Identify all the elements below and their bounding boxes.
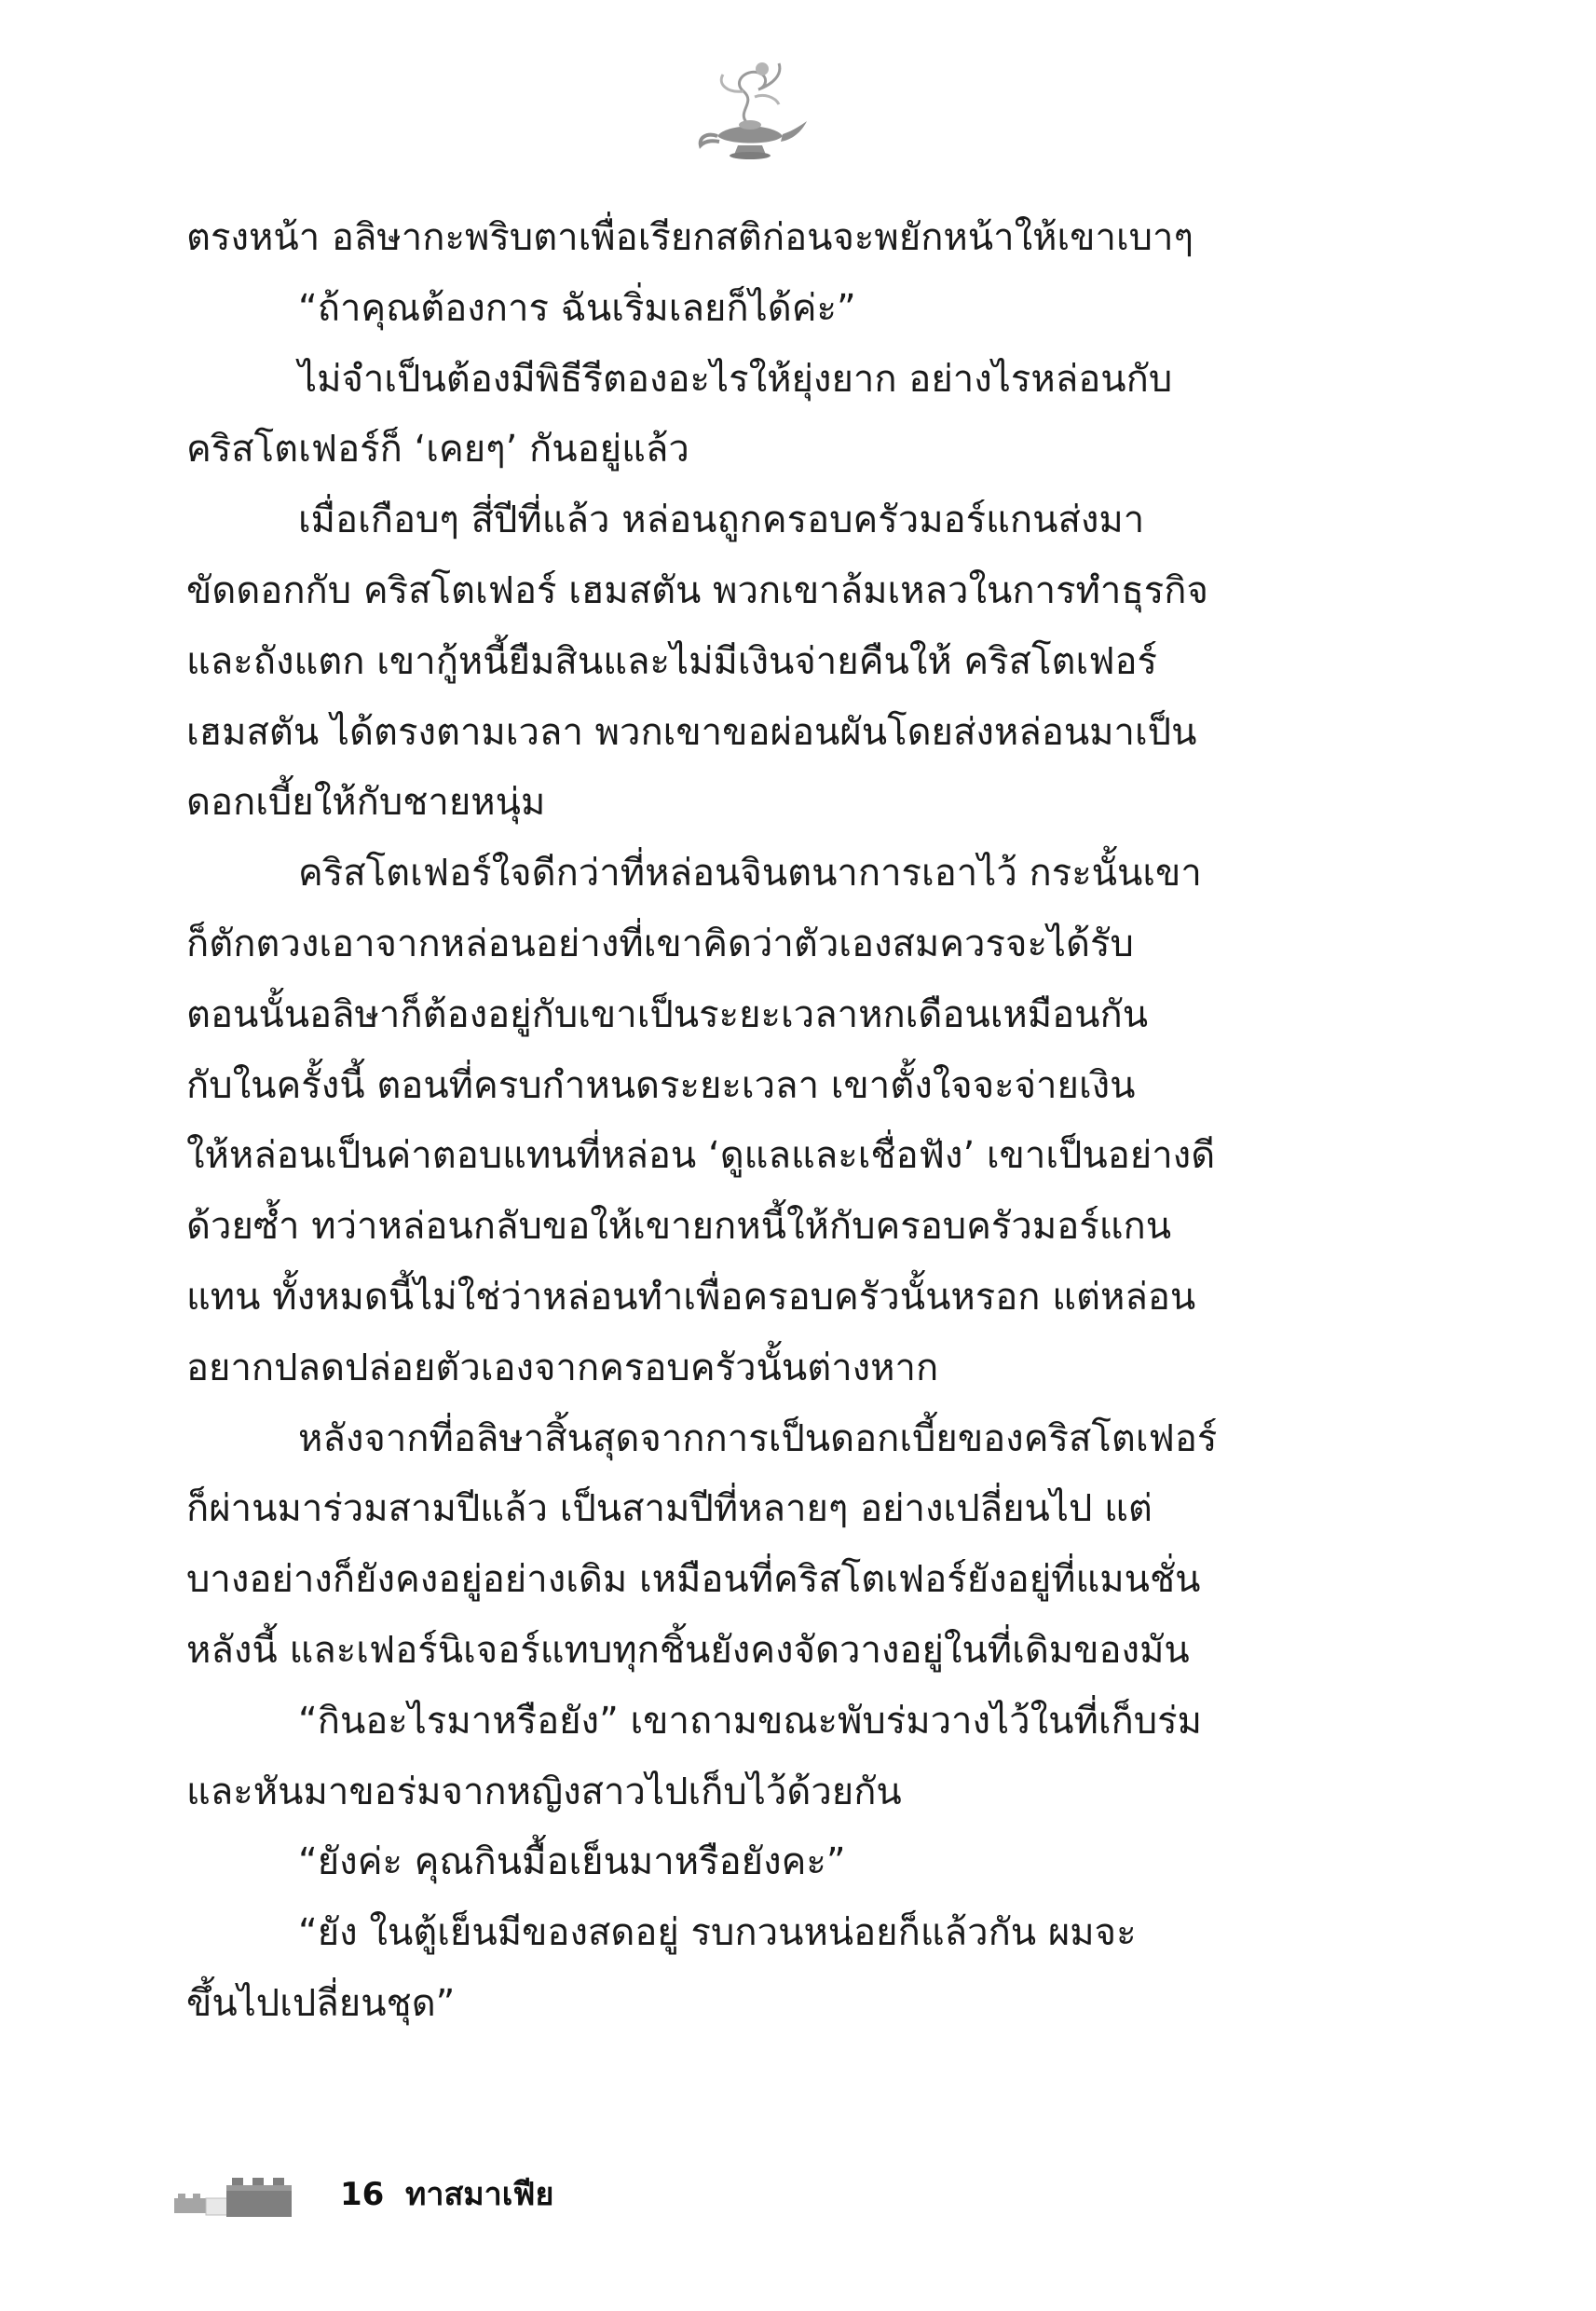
- book-title: ทาสมาเฟีย: [405, 2176, 554, 2213]
- genie-lamp-icon: [689, 56, 811, 168]
- text-line: กับในครั้งนี้ ตอนที่ครบกำหนดระยะเวลา เขาตั้งใจจะจ่ายเงิน: [186, 1063, 1136, 1107]
- text-line: หลังนี้ และเฟอร์นิเจอร์แทบทุกชิ้นยังคงจัดวางอยู่ในที่เดิมของมัน: [186, 1628, 1190, 1672]
- text-line: ให้หล่อนเป็นค่าตอบแทนที่หล่อน ‘ดูแลและเชื่อฟัง’ เขาเป็นอย่างดี: [186, 1134, 1216, 1178]
- text-line: ด้วยซ้ำ ทว่าหล่อนกลับขอให้เขายกหนี้ให้กับครอบครัวมอร์แกน: [186, 1205, 1172, 1249]
- text-line: และถังแตก เขากู้หนี้ยืมสินและไม่มีเงินจ่ายคืนให้ คริสโตเฟอร์: [186, 639, 1158, 683]
- text-line: คริสโตเฟอร์ใจดีกว่าที่หล่อนจินตนาการเอาไว้ กระนั้นเขา: [298, 852, 1202, 896]
- text-line: ขึ้นไปเปลี่ยนชุด”: [186, 1981, 456, 2025]
- toy-bricks-icon: [172, 2167, 298, 2222]
- text-line: เมื่อเกือบๆ สี่ปีที่แล้ว หล่อนถูกครอบครัวมอร์แกนส่งมา: [298, 499, 1145, 542]
- text-line: ตอนนั้นอลิษาก็ต้องอยู่กับเขาเป็นระยะเวลาหกเดือนเหมือนกัน: [186, 992, 1149, 1036]
- text-line: และหันมาขอร่มจากหญิงสาวไปเก็บไว้ด้วยกัน: [186, 1770, 902, 1813]
- text-line: หลังจากที่อลิษาสิ้นสุดจากการเป็นดอกเบี้ยของคริสโตเฟอร์: [298, 1416, 1218, 1460]
- text-line: “กินอะไรมาหรือยัง” เขาถามขณะพับร่มวางไว้ในที่เก็บร่ม: [298, 1699, 1202, 1743]
- text-line: ขัดดอกกับ คริสโตเฟอร์ เฮมสตัน พวกเขาล้มเหลวในการทำธุรกิจ: [186, 568, 1208, 612]
- text-line: ตรงหน้า อลิษากะพริบตาเพื่อเรียกสติก่อนจะพยักหน้าให้เขาเบาๆ: [186, 216, 1194, 259]
- text-line: ก็ตักตวงเอาจากหล่อนอย่างที่เขาคิดว่าตัวเองสมควรจะได้รับ: [186, 922, 1134, 965]
- text-line: อยากปลดปล่อยตัวเองจากครอบครัวนั้นต่างหาก: [186, 1346, 939, 1389]
- text-line: แทน ทั้งหมดนี้ไม่ใช่ว่าหล่อนทำเพื่อครอบครัวนั้นหรอก แต่หล่อน: [186, 1275, 1196, 1319]
- text-line: เฮมสตัน ได้ตรงตามเวลา พวกเขาขอผ่อนผันโดยส่งหล่อนมาเป็น: [186, 710, 1197, 754]
- body-text: [186, 203, 1332, 2040]
- text-line: ไม่จำเป็นต้องมีพิธีรีตองอะไรให้ยุ่งยาก อย่างไรหล่อนกับ: [298, 357, 1173, 401]
- text-line: ก็ผ่านมาร่วมสามปีแล้ว เป็นสามปีที่หลายๆ อย่างเปลี่ยนไป แต่: [186, 1487, 1153, 1531]
- text-line: “ยัง ในตู้เย็นมีของสดอยู่ รบกวนหน่อยก็แล้วกัน ผมจะ: [298, 1911, 1137, 1955]
- text-line: คริสโตเฟอร์ก็ ‘เคยๆ’ กันอยู่แล้ว: [186, 428, 689, 472]
- text-line: ดอกเบี้ยให้กับชายหนุ่ม: [186, 781, 546, 825]
- text-line: “ถ้าคุณต้องการ ฉันเริ่มเลยก็ได้ค่ะ”: [298, 286, 856, 330]
- page-number: 16: [340, 2176, 385, 2213]
- text-line: “ยังค่ะ คุณกินมื้อเย็นมาหรือยังคะ”: [298, 1840, 846, 1884]
- text-line: บางอย่างก็ยังคงอยู่อย่างเดิม เหมือนที่คริสโตเฟอร์ยังอยู่ที่แมนชั่น: [186, 1558, 1201, 1602]
- page-footer: [172, 2167, 918, 2222]
